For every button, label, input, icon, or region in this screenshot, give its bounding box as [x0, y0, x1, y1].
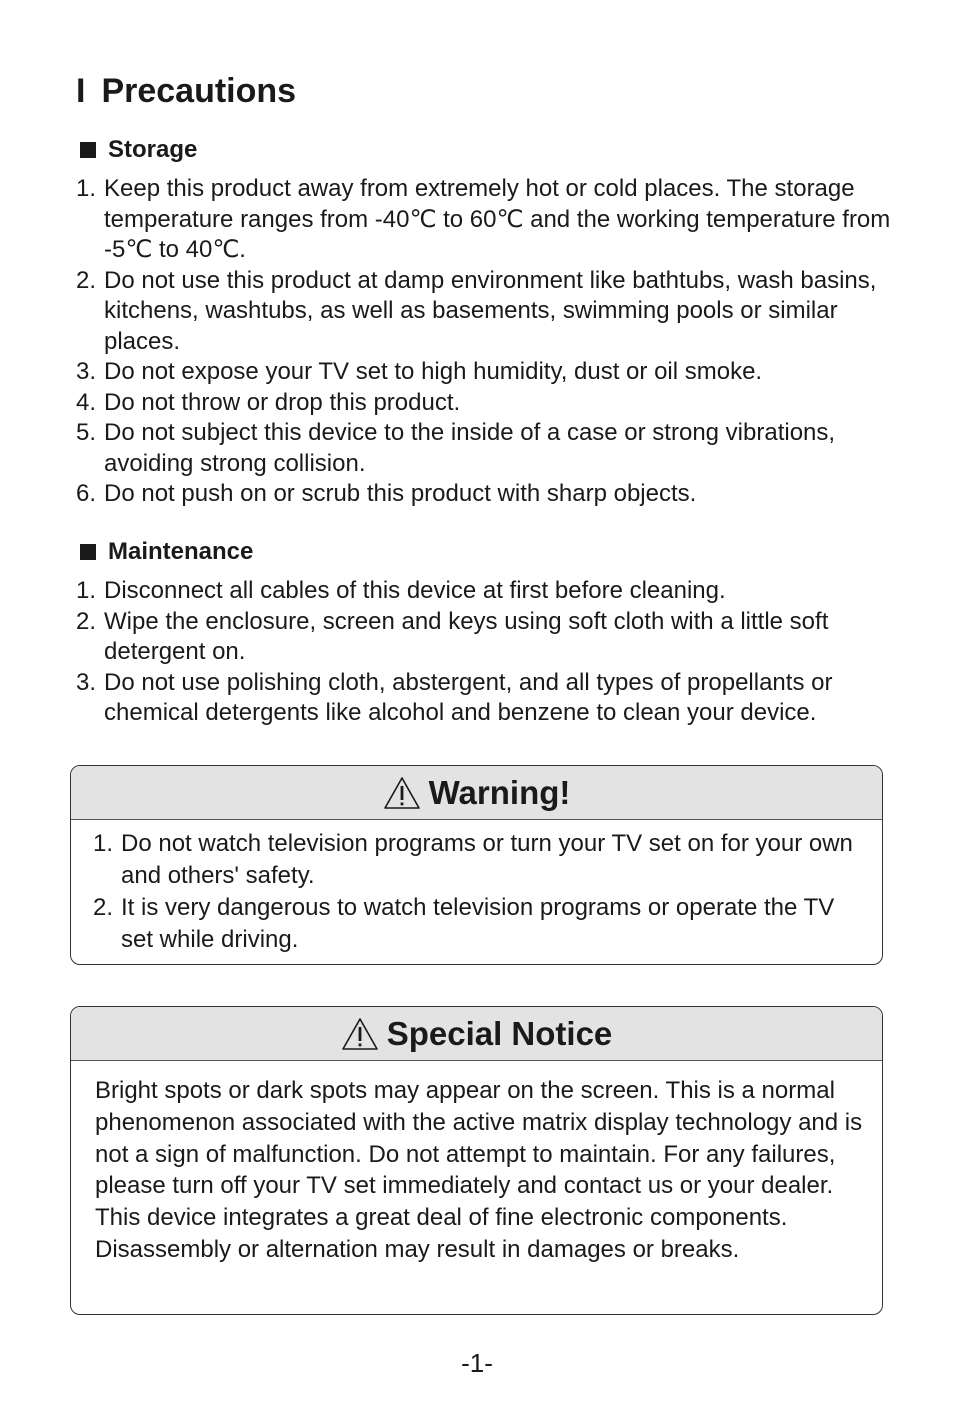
square-bullet-icon [80, 544, 96, 560]
maintenance-heading [80, 538, 253, 566]
item-text: Wipe the enclosure, screen and keys using soft cloth with a little soft detergent on. [104, 607, 829, 665]
item-number: 5. [76, 419, 97, 446]
list-item [76, 266, 906, 358]
special-notice-title: Special Notice [386, 1014, 613, 1052]
list-item [93, 828, 862, 892]
chapter-number: I [76, 72, 86, 110]
warning-triangle-icon [383, 776, 421, 810]
list-item [76, 607, 906, 668]
list-item [76, 576, 906, 607]
item-number: 4. [76, 388, 97, 416]
maintenance-heading-label: Maintenance [108, 538, 254, 565]
warning-list [71, 820, 882, 956]
storage-heading [80, 136, 197, 164]
list-item [76, 418, 906, 479]
item-text: Do not push on or scrub this product with sharp objects. [104, 480, 697, 507]
list-item [76, 357, 906, 388]
list-item [93, 892, 862, 956]
square-bullet-icon [80, 142, 96, 158]
item-text: Do not use polishing cloth, abstergent, and all types of propellants or chemical detergents like alcohol and benzene to clean your device. [104, 668, 833, 726]
item-number: 3. [76, 358, 97, 385]
warning-box [70, 765, 883, 965]
warning-title: Warning! [428, 773, 571, 811]
special-notice-header [71, 1007, 882, 1061]
item-text: Do not watch television programs or turn your TV set on for your own and others' safety. [121, 830, 853, 889]
warning-header [71, 766, 882, 820]
special-notice-text: Bright spots or dark spots may appear on the screen. This is a normal phenomenon associated with the active matrix display technology and is not a sign of malfunction. Do not attempt to maintain. For any failures, please turn off your TV set immediately and contact us or your dealer. This device integrates a great deal of fine electronic components. Disassembly or alternation may result in damages or breaks. [95, 1077, 863, 1263]
item-text: Do not use this product at damp environment like bathtubs, wash basins, kitchens, washtubs, as well as basements, swimming pools or similar places. [104, 266, 877, 355]
list-item [76, 174, 906, 266]
item-number: 1. [76, 175, 97, 202]
item-number: 2. [93, 894, 114, 921]
item-number: 6. [76, 480, 97, 507]
storage-list [76, 174, 906, 510]
item-number: 3. [76, 668, 97, 696]
page-title [76, 72, 296, 111]
maintenance-list [76, 576, 906, 729]
warning-triangle-icon [341, 1017, 379, 1051]
list-item [76, 668, 906, 729]
storage-heading-label: Storage [108, 136, 198, 163]
item-text: Do not throw or drop this product. [104, 388, 461, 416]
item-text: It is very dangerous to watch television programs or operate the TV set while driving. [121, 894, 835, 953]
page-number: -1- [461, 1348, 493, 1378]
item-number: 2. [76, 607, 97, 635]
item-text: Do not expose your TV set to high humidity, dust or oil smoke. [104, 358, 763, 385]
item-text: Keep this product away from extremely hot or cold places. The storage temperature ranges from -40℃ to 60℃ and the working temperature from -5℃ to 40℃. [104, 175, 891, 263]
item-text: Disconnect all cables of this device at first before cleaning. [104, 577, 726, 604]
list-item [76, 479, 906, 510]
item-number: 1. [76, 577, 97, 604]
item-text: Do not subject this device to the inside of a case or strong vibrations, avoiding strong collision. [104, 419, 836, 477]
chapter-title: Precautions [101, 72, 297, 110]
item-number: 1. [93, 830, 114, 857]
special-notice-box [70, 1006, 883, 1315]
list-item [76, 388, 906, 419]
item-number: 2. [76, 266, 97, 294]
